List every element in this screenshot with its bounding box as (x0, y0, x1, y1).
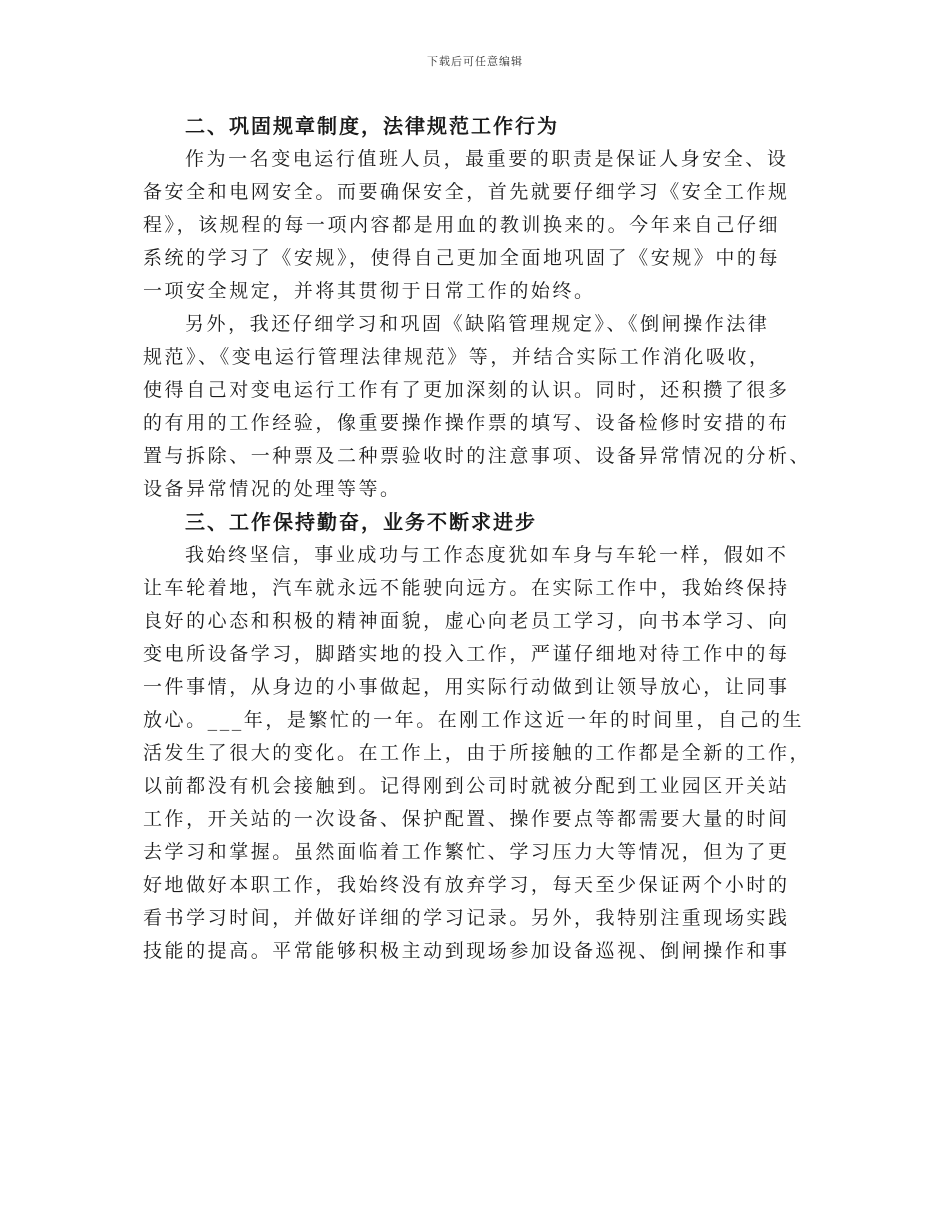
paragraph-line: 作为一名变电运行值班人员，最重要的职责是保证人身安全、设 (185, 148, 789, 170)
paragraph-line: 规范》、《变电运行管理法律规范》等，并结合实际工作消化吸收， (143, 346, 771, 368)
paragraph-line: 一项安全规定，并将其贯彻于日常工作的始终。 (143, 280, 596, 302)
paragraph (143, 539, 833, 968)
paragraph-line: 使得自己对变电运行工作有了更加深刻的认识。同时，还积攒了很多 (143, 379, 790, 401)
paragraph-line: 系统的学习了《安规》，使得自己更加全面地巩固了《安规》中的每 (143, 247, 781, 269)
paragraph-line: 变电所设备学习，脚踏实地的投入工作，严谨仔细地对待工作中的每 (143, 643, 790, 665)
paragraph-line: 放心。___年，是繁忙的一年。在刚工作这近一年的时间里，自己的生 (143, 709, 805, 731)
paragraph-line: 良好的心态和积极的精神面貌，虚心向老员工学习，向书本学习、向 (143, 610, 790, 632)
paragraph-line: 备安全和电网安全。而要确保安全，首先就要仔细学习《安全工作规 (143, 181, 790, 203)
paragraph-line: 技能的提高。平常能够积极主动到现场参加设备巡视、倒闸操作和事 (143, 940, 790, 962)
paragraph-line: 另外，我还仔细学习和巩固《缺陷管理规定》、《倒闸操作法律 (185, 313, 770, 335)
paragraph-line: 工作，开关站的一次设备、保护配置、操作要点等都需要大量的时间 (143, 808, 790, 830)
paragraph-line: 让车轮着地，汽车就永远不能驶向远方。在实际工作中，我始终保持 (143, 577, 790, 599)
paragraph (143, 143, 833, 308)
paragraph (143, 308, 833, 506)
paragraph-line: 去学习和掌握。虽然面临着工作繁忙、学习压力大等情况，但为了更 (143, 841, 790, 863)
paragraph-line: 程》，该规程的每一项内容都是用血的教训换来的。今年来自己仔细 (143, 214, 781, 236)
paragraph-line: 以前都没有机会接触到。记得刚到公司时就被分配到工业园区开关站 (143, 775, 790, 797)
page-header: 下载后可任意编辑 (427, 55, 523, 68)
paragraph-line: 一件事情，从身边的小事做起，用实际行动做到让领导放心，让同事 (143, 676, 790, 698)
document-body (143, 110, 833, 968)
paragraph-line: 设备异常情况的处理等等。 (143, 478, 402, 500)
paragraph-line: 好地做好本职工作，我始终没有放弃学习，每天至少保证两个小时的 (143, 874, 790, 896)
paragraph-line: 我始终坚信，事业成功与工作态度犹如车身与车轮一样，假如不 (185, 544, 789, 566)
paragraph-line: 的有用的工作经验，像重要操作操作票的填写、设备检修时安措的布 (143, 412, 790, 434)
paragraph-line: 置与拆除、一种票及二种票验收时的注意事项、设备异常情况的分析、 (143, 445, 812, 467)
paragraph-line: 看书学习时间，并做好详细的学习记录。另外，我特别注重现场实践 (143, 907, 790, 929)
section-heading-2: 二、巩固规章制度，法律规范工作行为 (185, 114, 559, 138)
paragraph-line: 活发生了很大的变化。在工作上，由于所接触的工作都是全新的工作， (143, 742, 812, 764)
section-heading-3: 三、工作保持勤奋，业务不断求进步 (185, 510, 537, 534)
